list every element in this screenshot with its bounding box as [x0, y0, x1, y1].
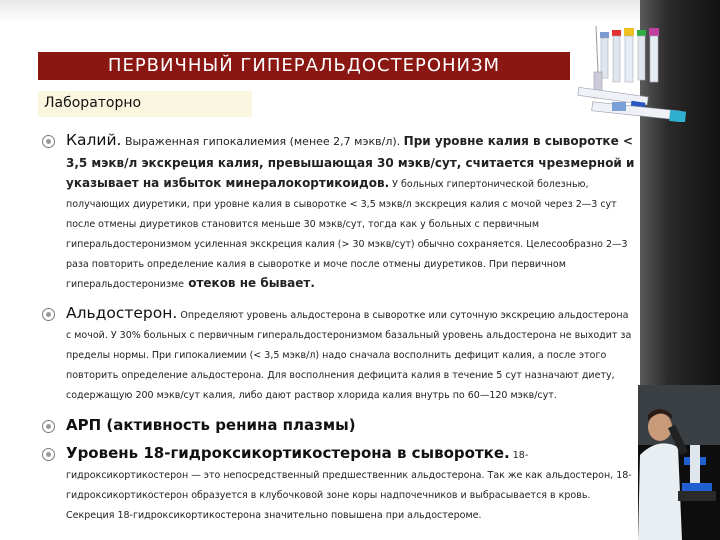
item-tail-text: отеков не бывает.	[184, 276, 315, 290]
bullet-icon	[42, 448, 55, 461]
item-lead: Выраженная гипокалиемия (менее 2,7 мэкв/л).	[121, 135, 404, 148]
test-tubes-image	[572, 22, 712, 122]
bullet-icon	[42, 420, 55, 433]
title-bar	[38, 52, 570, 80]
item-text: Определяют уровень альдостерона в сыворотке или суточную экскрецию альдостерона с мочой. У 30% больных с первичным гиперальдостеронизмом базальный уровень альдостерона не выходит за пределы нормы. При гипокалиемии (< 3,5 мэкв/л) надо сначала восполнить дефицит калия, а после этого повторить определение альдостерона. Для восполнения дефицита калия в течение 5 сут назначают диету, содержащую 200 мэкв/сут калия, либо дают раствор хлорида калия внутрь по 60—120 мэкв/сут.	[66, 310, 632, 401]
item-small-text: У больных гипертонической болезнью, получающих диуретики, при уровне калия в сыворотке < 3,5 мэкв/л экскреция калия с мочой через 2—3 сут после отмены диуретиков становится меньше 30 мэкв/сут, тогда как у больных с первичным гиперальдостеронизмом усиленная экскреция калия (> 30 мэкв/сут) обычно сохраняется. Целесообразно 2—3 раза повторить определение калия в сыворотке и моче после отмены диуретиков. При первичном гиперальдостеронизме	[66, 179, 628, 290]
bullet-icon	[42, 308, 55, 321]
item-heading: Уровень 18-гидроксикортикостерона в сыворотке.	[66, 444, 510, 462]
list-item-renin	[36, 415, 636, 435]
item-text: 18-гидроксикортикостерон — это непосредственный предшественник альдостерона. Так же как альдостерон, 18-гидроксикортикостерон образуется в клубочковой зоне коры надпочечников и выбрасывается в кровь. Секреция 18-гидроксикортикостерона значительно повышена при альдостероме.	[66, 450, 632, 521]
item-heading: Альдостерон.	[66, 304, 178, 322]
item-heading: Калий.	[66, 131, 122, 149]
bullet-icon	[42, 135, 55, 148]
item-bold-text: При уровне калия в сыворотке < 3,5 мэкв/л экскреция калия, превышающая 30 мэкв/сут, считается чрезмерной и указывает на избыток минералокортикоидов.	[66, 134, 635, 190]
list-item-potassium	[36, 130, 636, 293]
list-item-aldosterone	[36, 303, 636, 403]
subtitle: Лабораторно	[44, 95, 142, 111]
list-item-18-hydroxycorticosterone	[36, 443, 636, 523]
subtitle-box	[38, 91, 252, 117]
content-list	[36, 130, 636, 531]
microscope-scientist-image	[638, 385, 720, 540]
page-title: ПЕРВИЧНЫЙ ГИПЕРАЛЬДОСТЕРОНИЗМ	[107, 55, 501, 76]
top-band	[0, 0, 720, 22]
item-heading: АРП (активность ренина плазмы)	[66, 416, 356, 434]
